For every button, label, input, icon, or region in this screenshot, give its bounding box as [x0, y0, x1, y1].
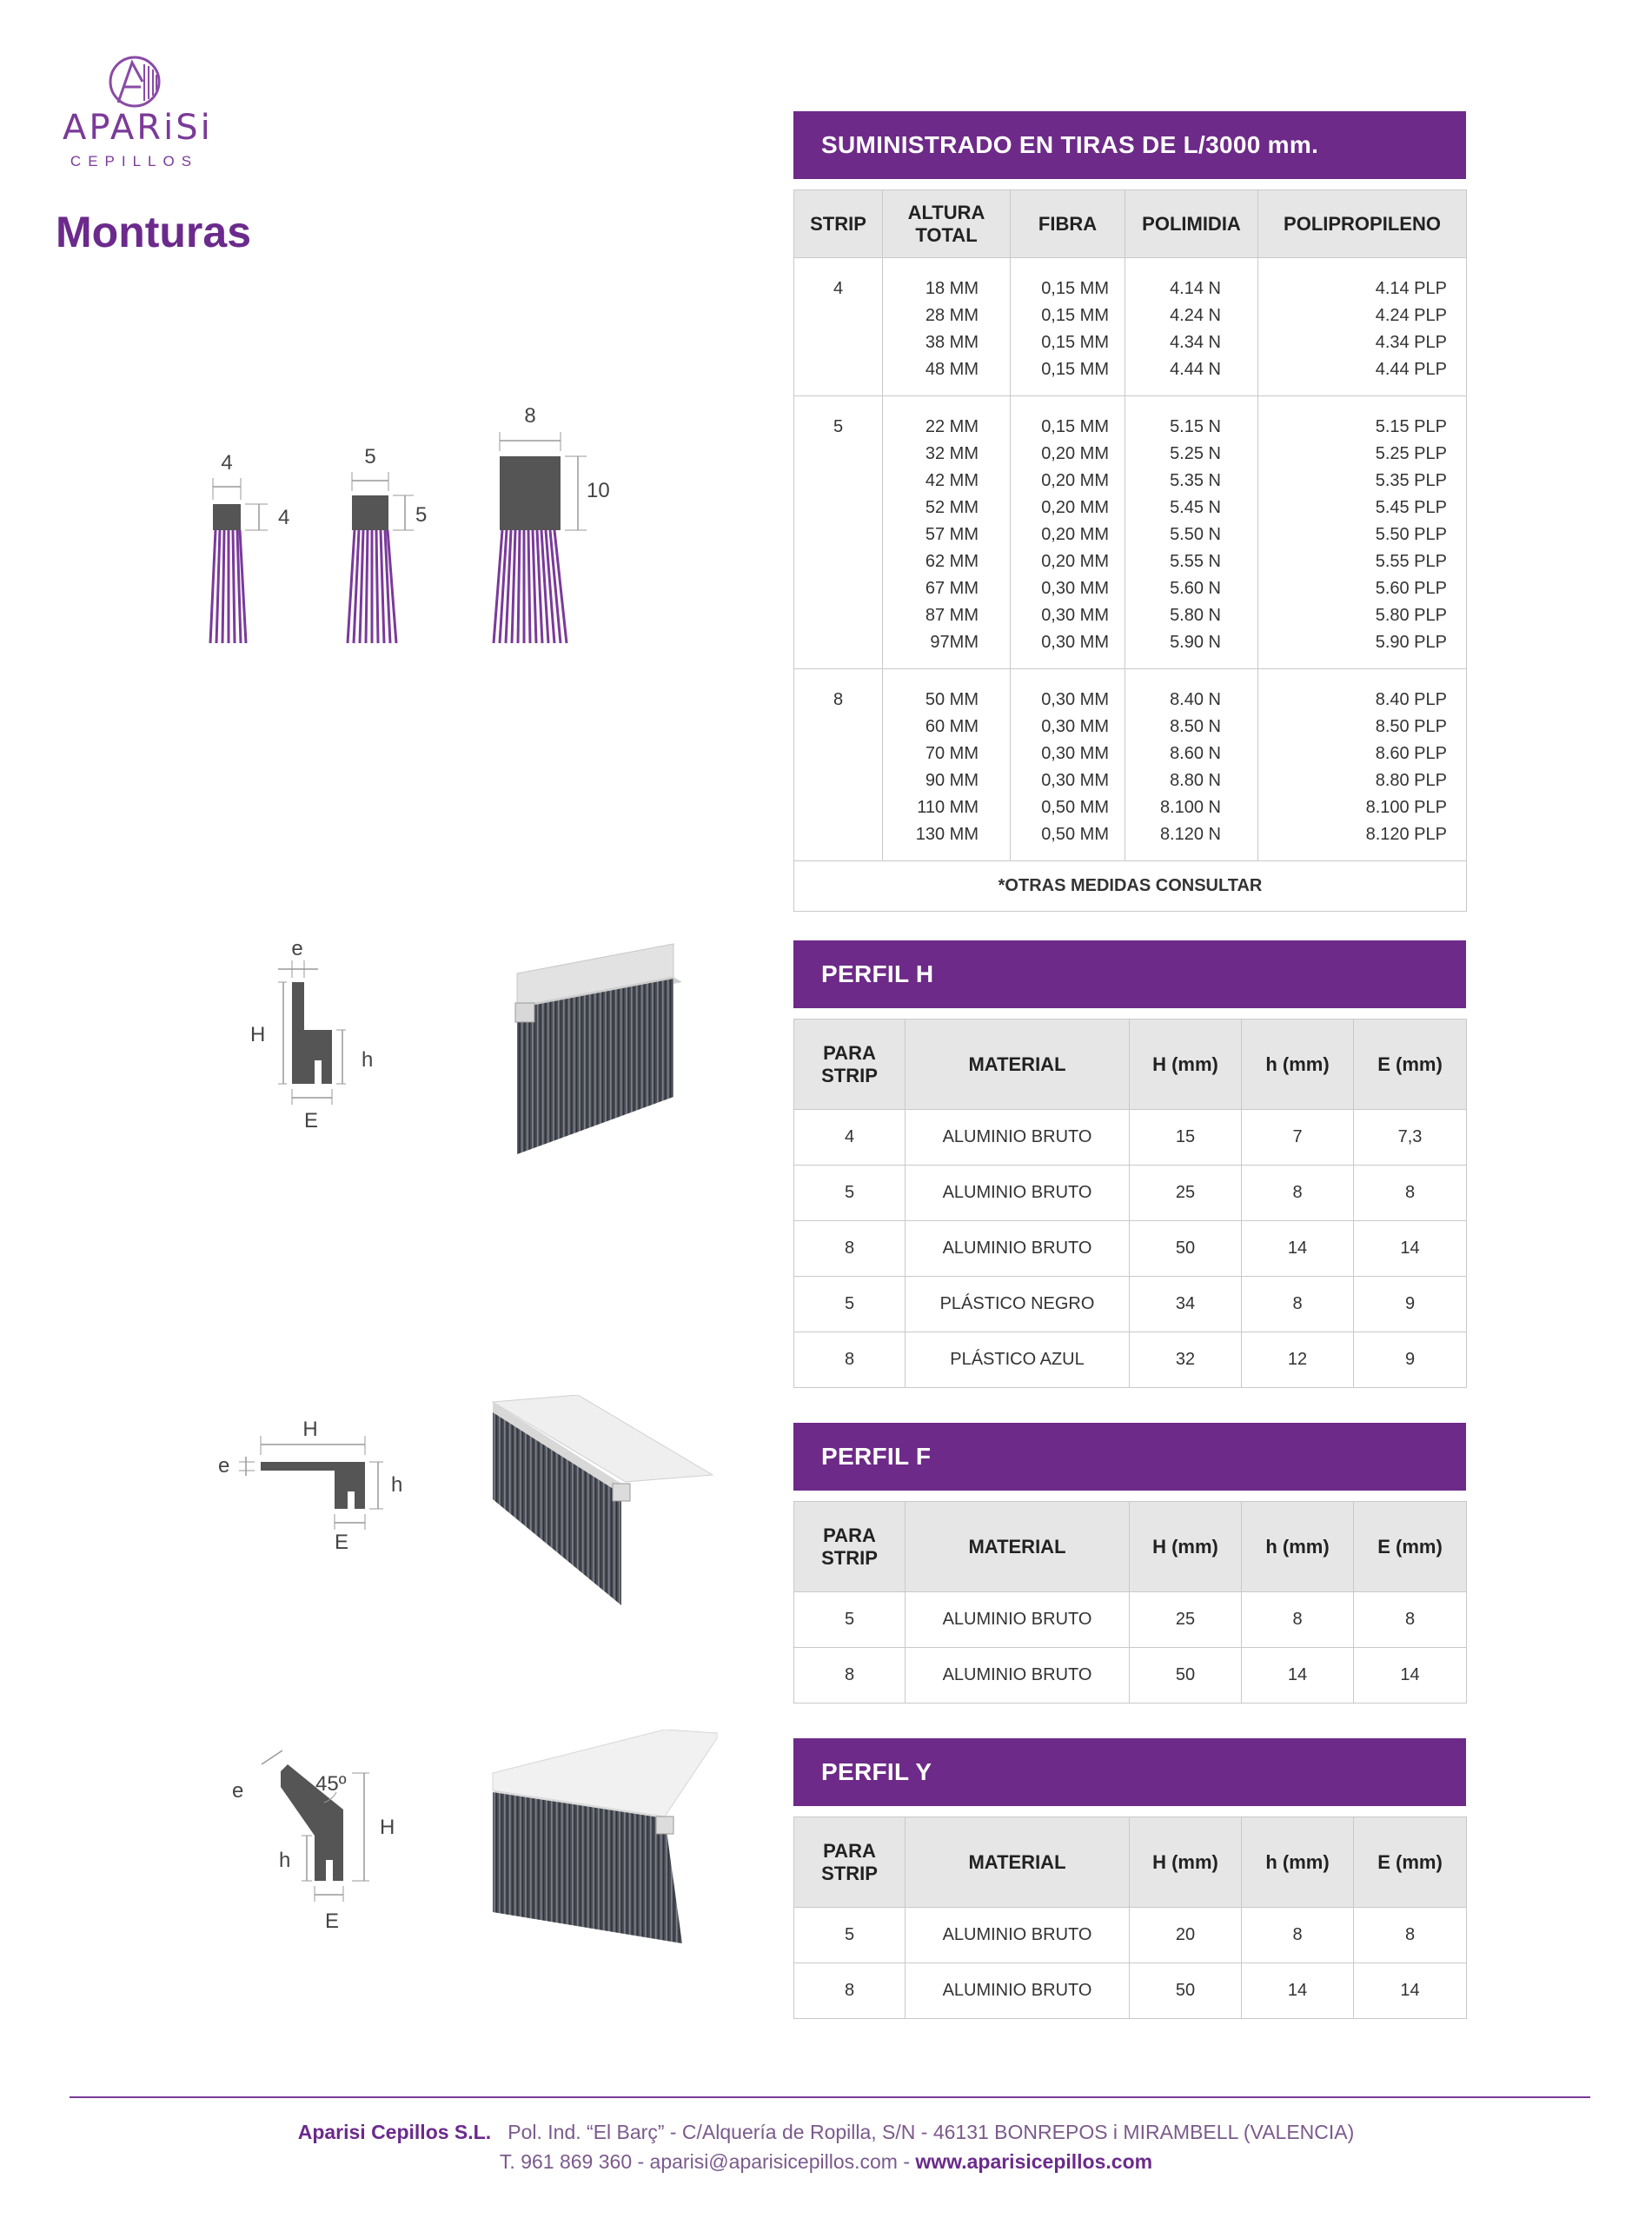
- H-mm-cell: 25: [1130, 1166, 1242, 1221]
- fibra-value: 0,20 MM: [1041, 471, 1109, 490]
- fibra-value: 0,15 MM: [1041, 417, 1109, 436]
- E-mm-cell: 8: [1354, 1592, 1467, 1648]
- fibra-value: 0,20 MM: [1041, 552, 1109, 571]
- perfil-y-table: [793, 1817, 1467, 2019]
- polipropileno-value: 4.24 PLP: [1375, 306, 1447, 325]
- header-para-strip: PARA STRIP: [794, 1020, 906, 1110]
- fibra-value: 0,15 MM: [1041, 306, 1109, 325]
- polimidia-value: 8.80 N: [1170, 771, 1221, 790]
- material-cell: ALUMINIO BRUTO: [906, 1648, 1130, 1704]
- polimidia-value: 8.50 N: [1170, 717, 1221, 736]
- table-row: [794, 1963, 1467, 2019]
- table-row: [794, 396, 1467, 669]
- fibra-value: 0,30 MM: [1041, 606, 1109, 625]
- material-cell: PLÁSTICO NEGRO: [906, 1277, 1130, 1332]
- altura-value: 48 MM: [925, 360, 979, 379]
- polimidia-value: 4.44 N: [1170, 360, 1221, 379]
- polipropileno-value: 8.120 PLP: [1365, 825, 1447, 844]
- h-mm-cell: 8: [1242, 1592, 1354, 1648]
- header-E-mm: E (mm): [1354, 1502, 1467, 1592]
- para-strip-cell: 5: [794, 1592, 906, 1648]
- perfil-f-product-image: [482, 1395, 717, 1612]
- perfil-y-e-label: e: [232, 1779, 244, 1803]
- H-mm-cell: 50: [1130, 1648, 1242, 1704]
- footer-website-link[interactable]: www.aparisicepillos.com: [915, 2150, 1153, 2173]
- altura-value: 130 MM: [915, 825, 979, 844]
- E-mm-cell: 8: [1354, 1908, 1467, 1963]
- altura-value: 70 MM: [925, 744, 979, 763]
- footer-contact: T. 961 869 360 - aparisi@aparisicepillos.com -: [499, 2150, 916, 2173]
- polipropileno-value: 4.44 PLP: [1375, 360, 1447, 379]
- perfil-h-table: [793, 1019, 1467, 1388]
- H-mm-cell: 50: [1130, 1221, 1242, 1277]
- table-row: [794, 1648, 1467, 1704]
- polimidia-value: 5.60 N: [1170, 579, 1221, 598]
- altura-value: 97MM: [930, 633, 979, 652]
- altura-value: 57 MM: [925, 525, 979, 544]
- h-mm-cell: 7: [1242, 1110, 1354, 1166]
- page-title: Monturas: [56, 208, 251, 256]
- altura-value: 22 MM: [925, 417, 979, 436]
- strip-5-width-label: 5: [364, 445, 376, 468]
- fibra-value: 0,30 MM: [1041, 633, 1109, 652]
- strip-4-height-label: 4: [278, 506, 290, 529]
- header-h-mm: h (mm): [1242, 1020, 1354, 1110]
- perfil-f-e-label: e: [218, 1454, 230, 1478]
- strip-diagrams: [191, 395, 643, 656]
- polipropileno-value: 5.55 PLP: [1375, 552, 1447, 571]
- fibra-value: 0,20 MM: [1041, 525, 1109, 544]
- fibra-value: 0,50 MM: [1041, 798, 1109, 817]
- footer-address: Pol. Ind. “El Barç” - C/Alquería de Ropilla, S/N - 46131 BONREPOS i MIRAMBELL (VALENCIA): [508, 2121, 1355, 2143]
- material-cell: ALUMINIO BRUTO: [906, 1166, 1130, 1221]
- fibra-value: 0,20 MM: [1041, 498, 1109, 517]
- altura-value: 42 MM: [925, 471, 979, 490]
- header-h-mm: h (mm): [1242, 1502, 1354, 1592]
- altura-value: 62 MM: [925, 552, 979, 571]
- polimidia-value: 4.34 N: [1170, 333, 1221, 352]
- E-mm-cell: 8: [1354, 1166, 1467, 1221]
- fibra-value: 0,15 MM: [1041, 360, 1109, 379]
- H-mm-cell: 20: [1130, 1908, 1242, 1963]
- table-row: [794, 1592, 1467, 1648]
- E-mm-cell: 9: [1354, 1332, 1467, 1388]
- H-mm-cell: 32: [1130, 1332, 1242, 1388]
- perfil-f-table: [793, 1501, 1467, 1704]
- polimidia-value: 5.50 N: [1170, 525, 1221, 544]
- header-H-mm: H (mm): [1130, 1817, 1242, 1908]
- polipropileno-value: 8.80 PLP: [1375, 771, 1447, 790]
- polipropileno-value: 5.35 PLP: [1375, 471, 1447, 490]
- table-row: [794, 669, 1467, 861]
- strip-8-height-label: 10: [587, 479, 610, 502]
- para-strip-cell: 8: [794, 1332, 906, 1388]
- E-mm-cell: 7,3: [1354, 1110, 1467, 1166]
- brand-subtitle: CEPILLOS: [70, 153, 199, 169]
- header-H-mm: H (mm): [1130, 1502, 1242, 1592]
- perfil-y-diagram: [222, 1738, 413, 1938]
- perfil-h-H-label: H: [250, 1023, 266, 1046]
- polipropileno-value: 8.40 PLP: [1375, 690, 1447, 709]
- header-E-mm: E (mm): [1354, 1817, 1467, 1908]
- altura-value: 18 MM: [925, 279, 979, 298]
- footer-divider: [70, 2096, 1590, 2098]
- h-mm-cell: 8: [1242, 1908, 1354, 1963]
- para-strip-cell: 8: [794, 1963, 906, 2019]
- header-polimidia: POLIMIDIA: [1125, 190, 1258, 258]
- strip-value: 4: [794, 258, 883, 396]
- polimidia-value: 5.45 N: [1170, 498, 1221, 517]
- header-altura: ALTURA TOTAL: [883, 190, 1011, 258]
- table-header-row: [794, 1020, 1467, 1110]
- perfil-f-diagram: [213, 1417, 421, 1556]
- supply-section-header: SUMINISTRADO EN TIRAS DE L/3000 mm.: [793, 111, 1466, 179]
- polimidia-value: 8.60 N: [1170, 744, 1221, 763]
- header-strip: STRIP: [794, 190, 883, 258]
- polipropileno-value: 8.50 PLP: [1375, 717, 1447, 736]
- altura-value: 52 MM: [925, 498, 979, 517]
- altura-value: 28 MM: [925, 306, 979, 325]
- perfil-y-H-label: H: [380, 1816, 395, 1839]
- fibra-value: 0,30 MM: [1041, 690, 1109, 709]
- E-mm-cell: 14: [1354, 1221, 1467, 1277]
- material-cell: PLÁSTICO AZUL: [906, 1332, 1130, 1388]
- polimidia-value: 5.35 N: [1170, 471, 1221, 490]
- footer-contact-line: [0, 2150, 1652, 2174]
- polimidia-value: 5.25 N: [1170, 444, 1221, 463]
- perfil-h-E-label: E: [303, 1109, 319, 1132]
- polipropileno-value: 5.45 PLP: [1375, 498, 1447, 517]
- perfil-f-E-label: E: [334, 1531, 349, 1554]
- para-strip-cell: 8: [794, 1648, 906, 1704]
- polimidia-value: 8.100 N: [1159, 798, 1221, 817]
- polipropileno-value: 8.100 PLP: [1365, 798, 1447, 817]
- fibra-value: 0,30 MM: [1041, 771, 1109, 790]
- supply-table: [793, 189, 1467, 912]
- material-cell: ALUMINIO BRUTO: [906, 1221, 1130, 1277]
- h-mm-cell: 14: [1242, 1648, 1354, 1704]
- perfil-y-product-image: [482, 1730, 726, 1951]
- h-mm-cell: 14: [1242, 1963, 1354, 2019]
- altura-value: 90 MM: [925, 771, 979, 790]
- polipropileno-value: 8.60 PLP: [1375, 744, 1447, 763]
- para-strip-cell: 8: [794, 1221, 906, 1277]
- strip-value: 5: [794, 396, 883, 669]
- polipropileno-value: 5.60 PLP: [1375, 579, 1447, 598]
- perfil-y-h-label: h: [279, 1849, 291, 1872]
- fibra-value: 0,15 MM: [1041, 333, 1109, 352]
- table-row: [794, 1277, 1467, 1332]
- E-mm-cell: 14: [1354, 1648, 1467, 1704]
- polimidia-value: 4.14 N: [1170, 279, 1221, 298]
- perfil-y-section-header: PERFIL Y: [793, 1738, 1466, 1806]
- E-mm-cell: 14: [1354, 1963, 1467, 2019]
- altura-value: 67 MM: [925, 579, 979, 598]
- header-fibra: FIBRA: [1011, 190, 1125, 258]
- strip-5-icon: [348, 445, 427, 643]
- polimidia-value: 8.40 N: [1170, 690, 1221, 709]
- table-footnote: *OTRAS MEDIDAS CONSULTAR: [794, 861, 1467, 912]
- polimidia-value: 4.24 N: [1170, 306, 1221, 325]
- h-mm-cell: 14: [1242, 1221, 1354, 1277]
- H-mm-cell: 15: [1130, 1110, 1242, 1166]
- altura-value: 87 MM: [925, 606, 979, 625]
- polipropileno-value: 5.80 PLP: [1375, 606, 1447, 625]
- table-header-row: [794, 1502, 1467, 1592]
- fibra-value: 0,30 MM: [1041, 717, 1109, 736]
- fibra-value: 0,30 MM: [1041, 744, 1109, 763]
- table-header-row: [794, 1817, 1467, 1908]
- fibra-value: 0,30 MM: [1041, 579, 1109, 598]
- polimidia-value: 5.90 N: [1170, 633, 1221, 652]
- perfil-h-e-label: e: [291, 937, 303, 960]
- fibra-value: 0,15 MM: [1041, 279, 1109, 298]
- footer-address-line: [0, 2121, 1652, 2144]
- header-para-strip: PARA STRIP: [794, 1502, 906, 1592]
- table-row: [794, 258, 1467, 396]
- polimidia-value: 5.15 N: [1170, 417, 1221, 436]
- perfil-y-angle-label: 45º: [315, 1772, 347, 1796]
- perfil-f-H-label: H: [302, 1418, 318, 1441]
- polimidia-value: 8.120 N: [1159, 825, 1221, 844]
- para-strip-cell: 4: [794, 1110, 906, 1166]
- E-mm-cell: 9: [1354, 1277, 1467, 1332]
- header-E-mm: E (mm): [1354, 1020, 1467, 1110]
- altura-value: 60 MM: [925, 717, 979, 736]
- strip-8-width-label: 8: [524, 404, 536, 428]
- strip-8-icon: [494, 404, 610, 643]
- table-header-row: [794, 190, 1467, 258]
- para-strip-cell: 5: [794, 1166, 906, 1221]
- perfil-y-E-label: E: [324, 1910, 340, 1933]
- altura-value: 110 MM: [917, 798, 979, 817]
- header-para-strip: PARA STRIP: [794, 1817, 906, 1908]
- material-cell: ALUMINIO BRUTO: [906, 1110, 1130, 1166]
- perfil-h-product-image: [500, 939, 691, 1165]
- perfil-f-h-label: h: [391, 1473, 403, 1497]
- strip-5-height-label: 5: [415, 503, 428, 527]
- material-cell: ALUMINIO BRUTO: [906, 1908, 1130, 1963]
- header-H-mm: H (mm): [1130, 1020, 1242, 1110]
- h-mm-cell: 8: [1242, 1277, 1354, 1332]
- table-row: [794, 1908, 1467, 1963]
- table-row: [794, 1332, 1467, 1388]
- perfil-f-section-header: PERFIL F: [793, 1423, 1466, 1491]
- polipropileno-value: 5.25 PLP: [1375, 444, 1447, 463]
- altura-value: 50 MM: [925, 690, 979, 709]
- footer-company: Aparisi Cepillos S.L.: [297, 2121, 492, 2143]
- material-cell: ALUMINIO BRUTO: [906, 1963, 1130, 2019]
- para-strip-cell: 5: [794, 1277, 906, 1332]
- perfil-h-h-label: h: [362, 1048, 374, 1072]
- h-mm-cell: 12: [1242, 1332, 1354, 1388]
- para-strip-cell: 5: [794, 1908, 906, 1963]
- material-cell: ALUMINIO BRUTO: [906, 1592, 1130, 1648]
- altura-value: 32 MM: [925, 444, 979, 463]
- polipropileno-value: 5.50 PLP: [1375, 525, 1447, 544]
- polipropileno-value: 5.90 PLP: [1375, 633, 1447, 652]
- H-mm-cell: 50: [1130, 1963, 1242, 2019]
- fibra-value: 0,50 MM: [1041, 825, 1109, 844]
- header-polipropileno: POLIPROPILENO: [1258, 190, 1467, 258]
- polipropileno-value: 5.15 PLP: [1375, 417, 1447, 436]
- H-mm-cell: 34: [1130, 1277, 1242, 1332]
- H-mm-cell: 25: [1130, 1592, 1242, 1648]
- strip-value: 8: [794, 669, 883, 861]
- brand-name: APARiSi: [63, 108, 213, 148]
- fibra-value: 0,20 MM: [1041, 444, 1109, 463]
- polipropileno-value: 4.34 PLP: [1375, 333, 1447, 352]
- table-row: [794, 1110, 1467, 1166]
- perfil-h-section-header: PERFIL H: [793, 940, 1466, 1008]
- header-h-mm: h (mm): [1242, 1817, 1354, 1908]
- h-mm-cell: 8: [1242, 1166, 1354, 1221]
- header-material: MATERIAL: [906, 1502, 1130, 1592]
- strip-4-icon: [210, 451, 289, 643]
- header-material: MATERIAL: [906, 1817, 1130, 1908]
- altura-value: 38 MM: [925, 333, 979, 352]
- table-row: [794, 1166, 1467, 1221]
- polipropileno-value: 4.14 PLP: [1375, 279, 1447, 298]
- perfil-h-diagram: [235, 934, 391, 1134]
- header-material: MATERIAL: [906, 1020, 1130, 1110]
- strip-4-width-label: 4: [221, 451, 233, 475]
- polimidia-value: 5.80 N: [1170, 606, 1221, 625]
- polimidia-value: 5.55 N: [1170, 552, 1221, 571]
- table-row: [794, 1221, 1467, 1277]
